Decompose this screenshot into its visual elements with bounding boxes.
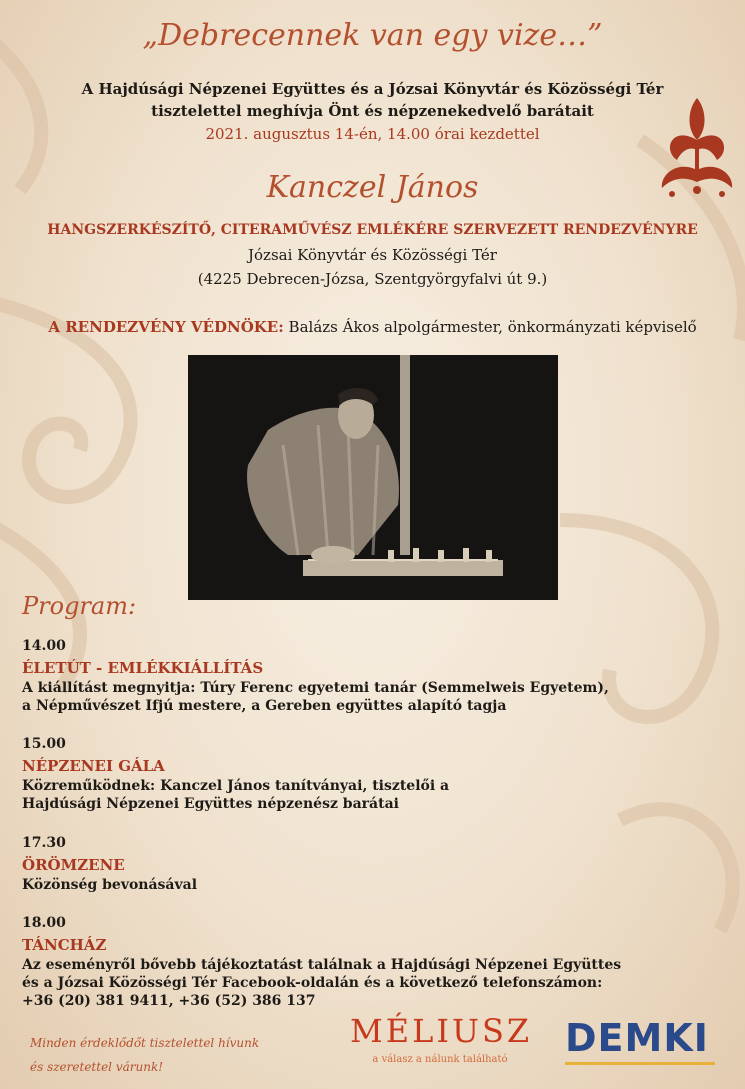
- footer-invite-1: Minden érdeklődőt tisztelettel hívunk: [30, 1036, 260, 1050]
- program-item-1: [22, 638, 722, 715]
- demki-logo-text: DEMKI: [565, 1016, 709, 1060]
- program-title: TÁNCHÁZ: [22, 936, 107, 954]
- honoree-name: Kanczel János: [266, 170, 479, 205]
- patron-line: [0, 318, 745, 336]
- venue-name: Józsai Könyvtár és Közösségi Tér: [248, 246, 497, 264]
- program-line: és a Józsai Közösségi Tér Facebook-oldalán és a következő telefonszámon:: [22, 975, 603, 991]
- program-time: 15.00: [22, 736, 66, 752]
- meliusz-logo-text: MÉLIUSZ: [350, 1012, 533, 1050]
- program-line: Közönség bevonásával: [22, 877, 198, 893]
- meliusz-tagline: a válasz a nálunk található: [372, 1054, 508, 1065]
- program-line: A kiállítást megnyitja: Túry Ferenc egyetemi tanár (Semmelweis Egyetem),: [22, 680, 609, 696]
- footer-invite-2: és szeretettel várunk!: [30, 1060, 164, 1074]
- patron-label: A RENDEZVÉNY VÉDNÖKE:: [48, 318, 284, 336]
- program-line: a Népművészet Ifjú mestere, a Gereben együttes alapító tagja: [22, 698, 507, 714]
- patron-text: Balázs Ákos alpolgármester, önkormányzati képviselő: [283, 318, 697, 336]
- program-item-2: [22, 736, 722, 813]
- event-title: „Debrecennek van egy vize…”: [142, 18, 603, 53]
- program-title: NÉPZENEI GÁLA: [22, 757, 165, 775]
- program-time: 17.30: [22, 835, 66, 851]
- event-date: 2021. augusztus 14-én, 14.00 órai kezdettel: [205, 125, 540, 143]
- program-time: 14.00: [22, 638, 66, 654]
- honoree-subtitle: HANGSZERKÉSZÍTŐ, CITERAMŰVÉSZ EMLÉKÉRE SZERVEZETT RENDEZVÉNYRE: [47, 222, 698, 238]
- program-item-4: [22, 915, 722, 1010]
- program-line: Az eseményről bővebb tájékoztatást találnak a Hajdúsági Népzenei Együttes: [22, 957, 622, 973]
- portrait-photo: [188, 355, 558, 600]
- venue-address: (4225 Debrecen-Józsa, Szentgyörgyfalvi út 9.): [197, 270, 548, 288]
- program-heading: Program:: [22, 592, 137, 620]
- demki-underline: [565, 1062, 715, 1065]
- program-line: +36 (20) 381 9411, +36 (52) 386 137: [22, 993, 316, 1009]
- demki-logo: [565, 1016, 735, 1065]
- meliusz-logo: [350, 1012, 533, 1065]
- program-line: Közreműködnek: Kanczel János tanítványai, tisztelői a: [22, 778, 450, 794]
- program-item-3: [22, 835, 722, 894]
- invitation-line-1: A Hajdúsági Népzenei Együttes és a Józsai Könyvtár és Közösségi Tér: [81, 80, 664, 98]
- program-title: ÉLETÚT - EMLÉKKIÁLLÍTÁS: [22, 659, 264, 677]
- citera-player-image: [188, 355, 558, 600]
- program-time: 18.00: [22, 915, 66, 931]
- program-title: ÖRÖMZENE: [22, 856, 125, 874]
- program-line: Hajdúsági Népzenei Együttes népzenész barátai: [22, 796, 399, 812]
- invitation-line-2: tisztelettel meghívja Önt és népzenekedvelő barátait: [151, 102, 594, 120]
